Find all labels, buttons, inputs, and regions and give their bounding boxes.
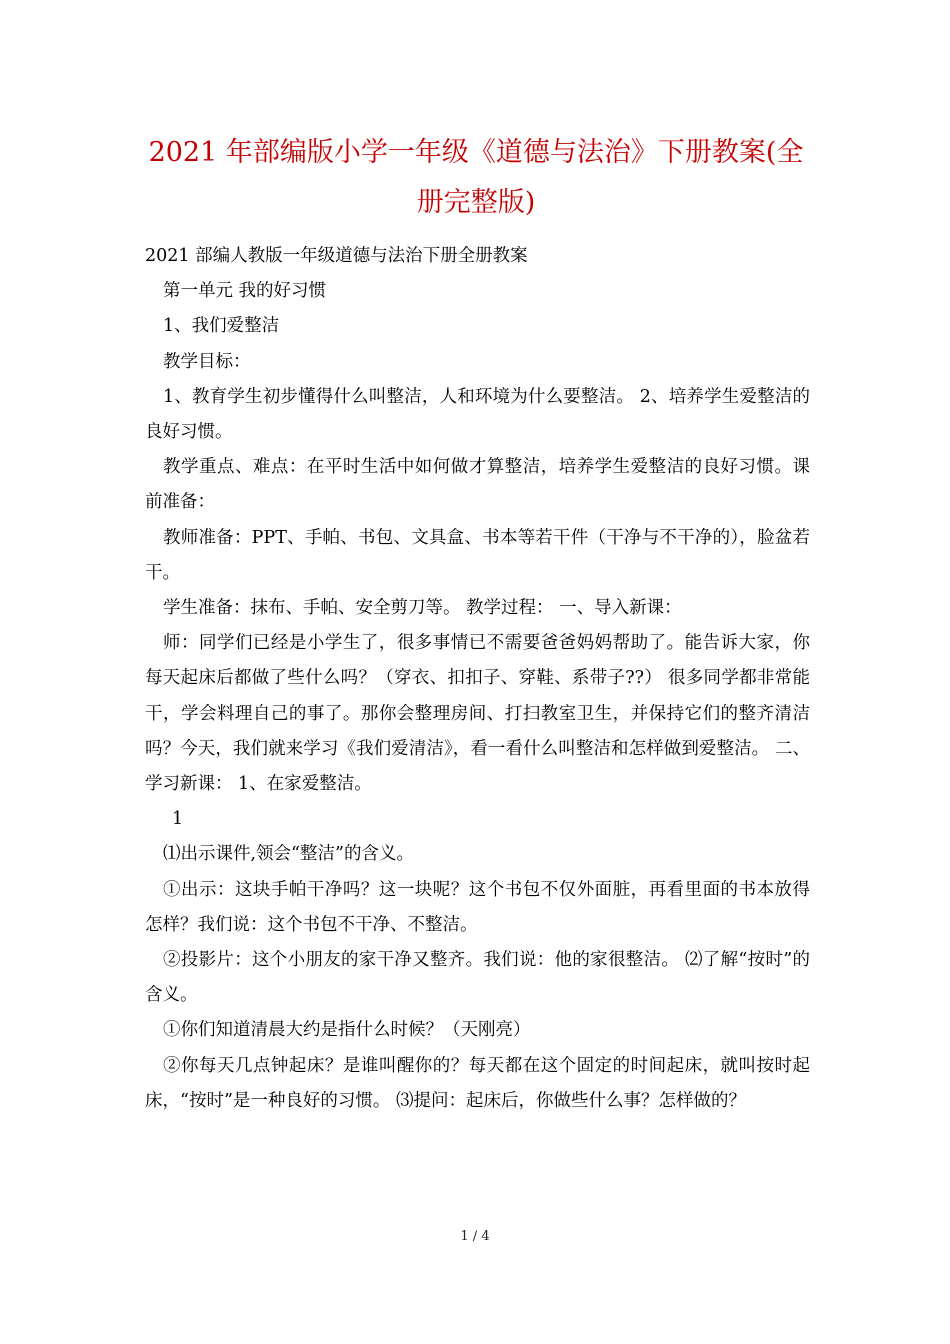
paragraph: 教师准备：PPT、手帕、书包、文具盒、书本等若干件（干净与不干净的），脸盆若干。	[145, 527, 810, 583]
paragraph: 教学重点、难点：在平时生活中如何做才算整洁，培养学生爱整洁的良好习惯。课前准备：	[145, 457, 810, 513]
paragraph: ⑴出示课件,领会“整洁”的含义。	[163, 844, 414, 865]
paragraph: 1、教育学生初步懂得什么叫整洁，人和环境为什么要整洁。 2、培养学生爱整洁的良好习惯。	[145, 386, 810, 443]
lesson-heading: 1、我们爱整洁	[163, 316, 280, 337]
paragraph: 师：同学们已经是小学生了，很多事情已不需要爸爸妈妈帮助了。能告诉大家，你每天起床后都做了些什么吗？（穿衣、扣扣子、穿鞋、系带子??） 很多同学都非常能干，学会料理自己的事了。那你会整理房间、打扫教室卫生，并保持它们的整齐清洁吗？今天，我们就来学习《我们爱清洁》，看一看什么叫整洁和怎样做到爱整洁。 二、学习新课： 1、在家爱整洁。	[145, 633, 810, 795]
inline-page-number: 1	[172, 809, 184, 830]
paragraph: ①出示：这块手帕干净吗？这一块呢？这个书包不仅外面脏，再看里面的书本放得怎样？我们说：这个书包不干净、不整洁。	[145, 879, 810, 935]
paragraph: ②你每天几点钟起床？是谁叫醒你的？每天都在这个固定的时间起床，就叫按时起床，“按时”是一种良好的习惯。 ⑶提问：起床后，你做些什么事？怎样做的？	[145, 1055, 810, 1111]
paragraph: 2021 部编人教版一年级道德与法治下册全册教案	[145, 246, 528, 266]
paragraph: 教学目标：	[163, 351, 251, 372]
document-body	[145, 239, 810, 1119]
paragraph: ①你们知道清晨大约是指什么时候？（天刚亮）	[163, 1020, 531, 1041]
document-title: 2021 年部编版小学一年级《道德与法治》下册教案(全册完整版)	[148, 137, 804, 218]
paragraph: ②投影片：这个小朋友的家干净又整齐。我们说：他的家很整洁。 ⑵了解“按时”的含义。	[145, 950, 810, 1006]
page-footer: 1 / 4	[460, 1229, 490, 1244]
unit-heading: 第一单元 我的好习惯	[163, 281, 327, 302]
paragraph: 学生准备：抹布、手帕、安全剪刀等。 教学过程： 一、导入新课：	[163, 598, 682, 619]
